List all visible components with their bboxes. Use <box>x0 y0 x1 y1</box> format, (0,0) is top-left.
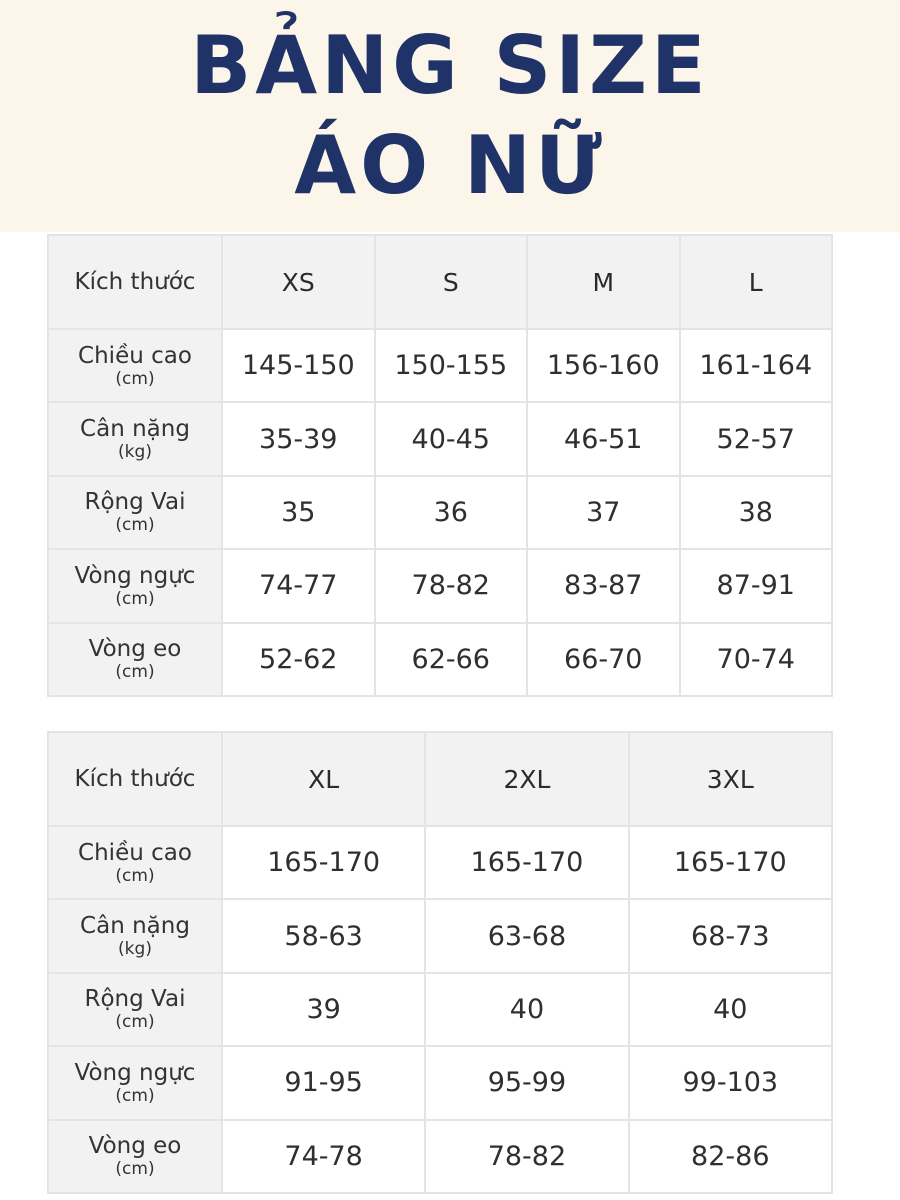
value-cell: 46-51 <box>527 402 680 475</box>
row-label <box>48 476 222 549</box>
value-cell: 63-68 <box>425 899 628 972</box>
value-cell: 78-82 <box>425 1120 628 1193</box>
table-row-weight <box>48 402 832 475</box>
size-header-xs: XS <box>222 235 375 329</box>
row-label-text: Cân nặng <box>80 913 190 940</box>
table-row-shoulder <box>48 476 832 549</box>
value-cell: 37 <box>527 476 680 549</box>
table-row-height <box>48 329 832 402</box>
table-header-row <box>48 235 832 329</box>
table-row-waist <box>48 1120 832 1193</box>
table-row-waist <box>48 623 832 696</box>
table-header-row <box>48 732 832 826</box>
value-cell: 82-86 <box>629 1120 832 1193</box>
value-cell: 78-82 <box>375 549 528 622</box>
table-row-weight <box>48 899 832 972</box>
size-table-large <box>47 731 833 1194</box>
table-row-height <box>48 826 832 899</box>
value-cell: 145-150 <box>222 329 375 402</box>
row-label-text: Vòng ngực <box>74 562 196 589</box>
row-label-text: Cân nặng <box>80 416 190 443</box>
row-label-text: Chiều cao <box>78 839 192 866</box>
row-label-unit: (cm) <box>115 1159 155 1180</box>
row-label-text: Vòng ngực <box>74 1059 196 1086</box>
value-cell: 39 <box>222 973 425 1046</box>
row-label-unit: (cm) <box>115 368 155 389</box>
row-label <box>48 899 222 972</box>
row-label-unit: (cm) <box>115 1012 155 1033</box>
row-label <box>48 1046 222 1119</box>
size-header-s: S <box>375 235 528 329</box>
row-label-text: Rộng Vai <box>84 489 186 516</box>
row-label-unit: (kg) <box>118 442 152 463</box>
row-label-text: Chiều cao <box>78 342 192 369</box>
row-label-unit: (cm) <box>115 662 155 683</box>
value-cell: 36 <box>375 476 528 549</box>
value-cell: 99-103 <box>629 1046 832 1119</box>
row-label-unit: (cm) <box>115 588 155 609</box>
table-row-chest <box>48 549 832 622</box>
value-cell: 66-70 <box>527 623 680 696</box>
row-label <box>48 826 222 899</box>
size-header-2xl: 2XL <box>425 732 628 826</box>
value-cell: 87-91 <box>680 549 833 622</box>
size-table-small <box>47 234 833 697</box>
value-cell: 70-74 <box>680 623 833 696</box>
row-label-unit: (cm) <box>115 515 155 536</box>
value-cell: 52-62 <box>222 623 375 696</box>
value-cell: 40 <box>629 973 832 1046</box>
value-cell: 68-73 <box>629 899 832 972</box>
value-cell: 40 <box>425 973 628 1046</box>
row-label <box>48 329 222 402</box>
value-cell: 165-170 <box>629 826 832 899</box>
value-cell: 83-87 <box>527 549 680 622</box>
value-cell: 52-57 <box>680 402 833 475</box>
page-title-line-1: BẢNG SIZE <box>190 19 710 112</box>
page-title-line-2: ÁO NỮ <box>294 119 606 212</box>
value-cell: 74-77 <box>222 549 375 622</box>
table-row-chest <box>48 1046 832 1119</box>
corner-label: Kích thước <box>48 732 222 826</box>
value-cell: 165-170 <box>425 826 628 899</box>
size-header-3xl: 3XL <box>629 732 832 826</box>
value-cell: 91-95 <box>222 1046 425 1119</box>
value-cell: 62-66 <box>375 623 528 696</box>
value-cell: 35 <box>222 476 375 549</box>
value-cell: 150-155 <box>375 329 528 402</box>
row-label <box>48 623 222 696</box>
row-label-text: Vòng eo <box>88 1133 182 1160</box>
row-label-unit: (cm) <box>115 865 155 886</box>
size-header-xl: XL <box>222 732 425 826</box>
corner-label: Kích thước <box>48 235 222 329</box>
row-label-unit: (cm) <box>115 1085 155 1106</box>
value-cell: 40-45 <box>375 402 528 475</box>
value-cell: 38 <box>680 476 833 549</box>
row-label <box>48 549 222 622</box>
row-label <box>48 973 222 1046</box>
title-banner <box>0 0 900 232</box>
size-header-m: M <box>527 235 680 329</box>
row-label <box>48 1120 222 1193</box>
row-label-unit: (kg) <box>118 939 152 960</box>
table-row-shoulder <box>48 973 832 1046</box>
value-cell: 156-160 <box>527 329 680 402</box>
value-cell: 58-63 <box>222 899 425 972</box>
value-cell: 35-39 <box>222 402 375 475</box>
value-cell: 95-99 <box>425 1046 628 1119</box>
value-cell: 74-78 <box>222 1120 425 1193</box>
row-label-text: Rộng Vai <box>84 986 186 1013</box>
row-label-text: Vòng eo <box>88 636 182 663</box>
value-cell: 165-170 <box>222 826 425 899</box>
row-label <box>48 402 222 475</box>
size-header-l: L <box>680 235 833 329</box>
value-cell: 161-164 <box>680 329 833 402</box>
